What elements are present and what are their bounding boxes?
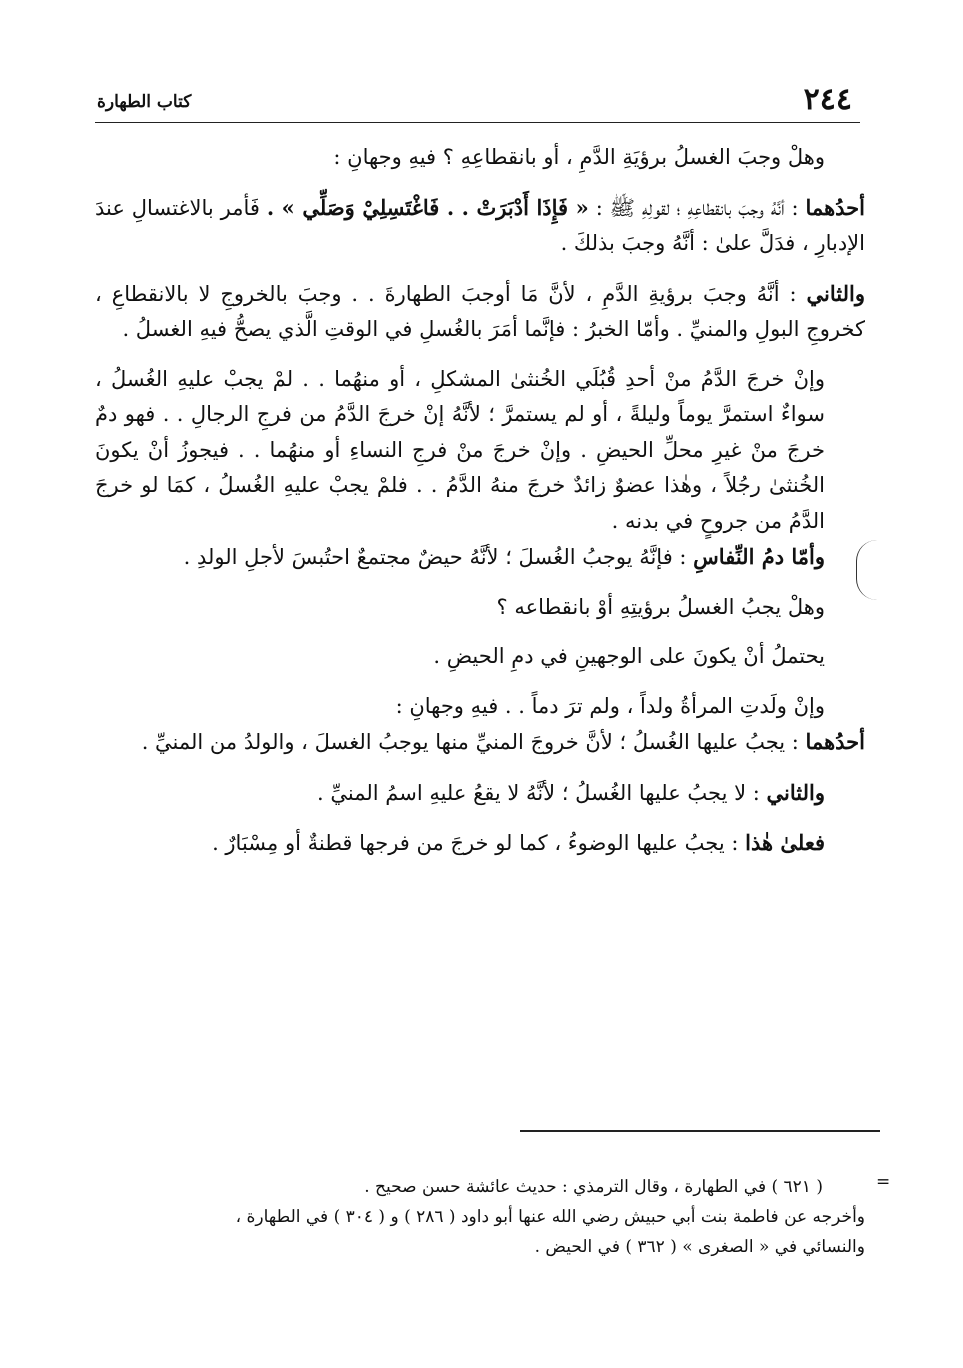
footnote-continuation-marker: = — [876, 1172, 891, 1192]
label-second-view-2: والثاني — [766, 779, 825, 805]
footnotes — [95, 1172, 865, 1262]
footnote-divider — [520, 1130, 880, 1132]
paragraph-7: يحتملُ أنْ يكونَ على الوجهينِ في دمِ الحيضِ . — [433, 644, 825, 668]
paragraph-11: فعلىٰ هٰذا : يجبُ عليها الوضوءُ ، كما لو خرجَ من فرجها قطنةٌ أو مِسْبَارٌ . — [212, 830, 825, 855]
paragraph-10: والثاني : لا يجبُ عليها الغُسلُ ؛ لأنَّهُ لا يقعُ عليهِ اسمُ المنيِّ . — [317, 779, 825, 805]
page-header — [95, 82, 860, 123]
footnote-line-1: ( ٦٢١ ) في الطهارة ، وقال الترمذي : حديث عائشة حسن صحيح . — [364, 1177, 823, 1197]
page-number: ٢٤٤ — [803, 82, 852, 117]
label-first-view-2: أحدُهما — [805, 729, 865, 754]
label-accordingly: فعلىٰ هٰذا — [745, 830, 825, 855]
footnote-line-3: والنسائي في « الصغرى » ( ٣٦٢ ) في الحيض . — [534, 1237, 865, 1257]
label-second-view: والثاني — [806, 280, 865, 306]
label-nifas: وأمّا دمُ النِّفاسِ — [693, 544, 825, 569]
main-text — [95, 140, 865, 862]
paragraph-2: أحدُهما : أنَّهُ وجبَ بانقطاعِهِ ؛ لقولِهِ ﷺ : « فَإِذَا أَدْبَرَتْ . . فَاغْتَسِلِيْ وَصَلِّي » . فَأمر بالاغتسالِ عندَ الإدبارِ ، فدَلَّ علىٰ : أنَّهُ وجبَ بذلكَ . — [95, 194, 865, 255]
paragraph-6: وهلْ يجبُ الغسلُ برؤيتِهِ أوْ بانقطاعه ؟ — [496, 594, 825, 619]
paragraph-3: والثاني : أنَّهُ وجبَ برؤيةِ الدَّمِ ، لأنَّ مَا أوجبَ الطهارةَ . . وجبَ بالخروجِ لا بالانقطاعِ ، كخروجِ البولِ والمنيِّ . وأمّا الخبرُ : فإنَّما أمَرَ بالغُسلِ في الوقتِ الَّذي يصحُّ فيهِ الغسلُ . — [95, 280, 865, 341]
paragraph-4: وإنْ خرجَ الدَّمُ منْ أحدِ قُبُلَي الخُنثىٰ المشكلِ ، أو منهُما . . لمْ يجبْ عليهِ الغُسلُ ، سواءٌ استمرَّ يوماً وليلةً ، أو لم يستمرَّ ؛ لأنَّهُ إنْ خرجَ الدَّمُ من فرجِ الرجالِ . . فهو دمٌ خرجَ منْ غيرِ محلِّ الحيضِ . وإنْ خرجَ منْ فرجِ النساءِ أو منهُما . . فيجوزُ أنْ يكونَ الخُنثىٰ رجُلاً ، وهٰذا عضوٌ زائدٌ خرجَ منهُ الدَّمُ . . فلمْ يجبْ عليهِ الغُسلُ ، كمَا لو خرجَ الدَّمُ من جروحٍ في بدنه . — [95, 366, 825, 533]
paragraph-5: وأمّا دمُ النِّفاسِ : فإنَّهُ يوجبُ الغُسلَ ؛ لأنَّهُ حيضٌ مجتمعٌ احتُبسَ لأجلِ الولدِ . — [183, 544, 825, 569]
paragraph-9: أحدُهما : يجبُ عليها الغُسلُ ؛ لأنَّ خروجَ المنيِّ منها يوجبُ الغسلَ ، والولدُ من المنيِّ . — [141, 729, 865, 754]
label-first-view: أحدُهما — [805, 194, 865, 220]
footnote-line-2: وأخرجه عن فاطمة بنت أبي حبيش رضي الله عنها أبو داود ( ٢٨٦ ) و ( ٣٠٤ ) في الطهارة ، — [235, 1207, 865, 1227]
hadith-quote: « فَإِذَا أَدْبَرَتْ . . فَاغْتَسِلِيْ وَصَلِّي » . — [266, 194, 589, 220]
paragraph-1: وهلْ وجبَ الغسلُ برؤيَةِ الدَّمِ ، أو بانقطاعِهِ ؟ فيهِ وجهانِ : — [333, 145, 825, 169]
book-title: كتاب الطهارة — [97, 92, 192, 112]
paragraph-8: وإنْ ولَدتِ المرأةُ ولداً ، ولم ترَ دماً . . فيهِ وجهانِ : — [395, 693, 825, 718]
